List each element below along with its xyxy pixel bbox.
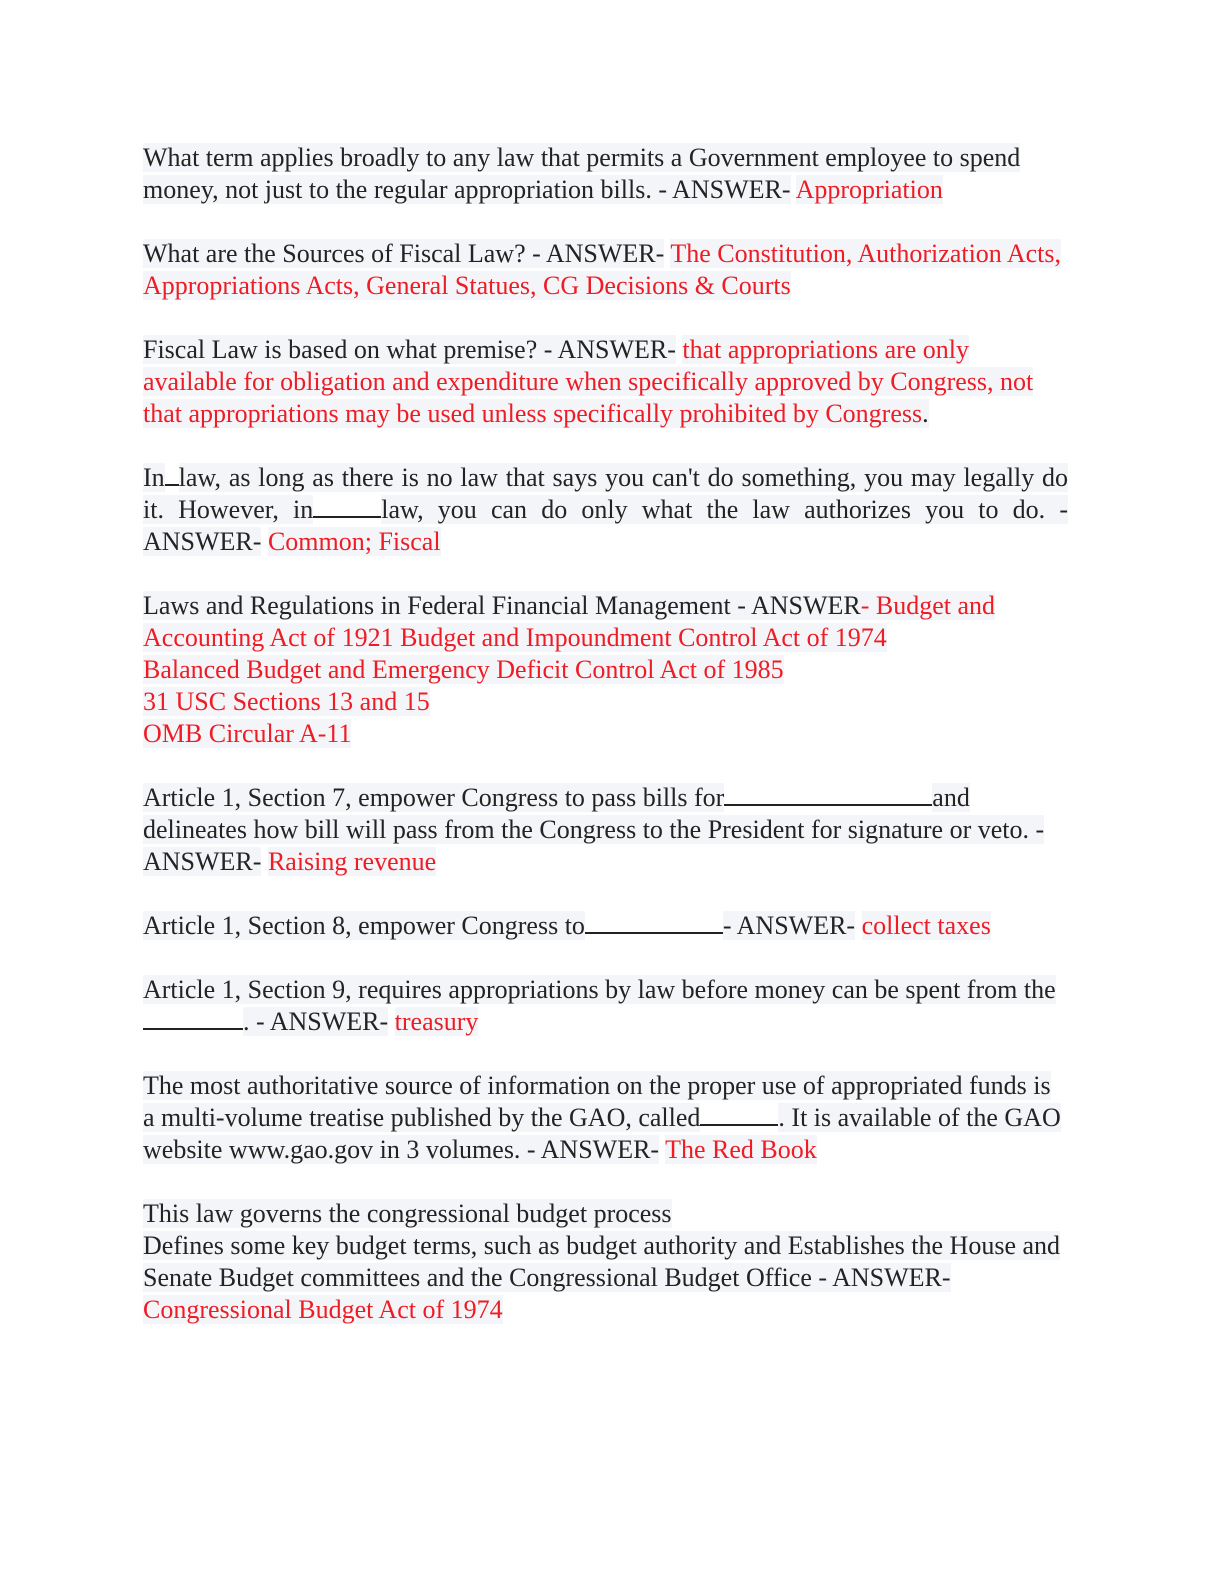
question-text-part3: law, you can do only what the law authorizes you to do. - ANSWER-: [143, 495, 1068, 556]
question-text: What term applies broadly to any law that permits a Government employee to spend money, not just to the regular appropriation bills. - ANSWER-: [143, 143, 1021, 204]
qa-item-8: [143, 974, 1068, 1038]
answer-text: The Red Book: [665, 1135, 817, 1164]
answer-text: Congressional Budget Act of 1974: [143, 1295, 503, 1324]
question-text-part1: Article 1, Section 8, empower Congress to: [143, 911, 585, 940]
question-text-part2: - ANSWER-: [722, 911, 856, 940]
answer-text: treasury: [394, 1007, 479, 1036]
question-text-part2: law, as long as there is no law that says you can't do something, you may legally do it. However, in: [143, 463, 1068, 524]
question-text: Laws and Regulations in Federal Financial Management - ANSWER: [143, 591, 861, 620]
question-text-part2: and delineates how bill will pass from the Congress to the President for signature or veto. - ANSWER-: [143, 783, 1045, 876]
question-text-line1: This law governs the congressional budget process: [143, 1199, 672, 1228]
question-text-part1: The most authoritative source of information on the proper use of appropriated funds is a multi-volume treatise published by the GAO, called: [143, 1071, 1051, 1132]
question-text-part1: Article 1, Section 9, requires appropriations by law before money can be spent from the: [143, 975, 1056, 1004]
answer-text: that appropriations are only available for obligation and expenditure when specifically approved by Congress, not that appropriations may be used unless specifically prohibited by Congress: [143, 335, 1034, 428]
answer-text: Appropriation: [795, 175, 943, 204]
answer-text: Raising revenue: [267, 847, 437, 876]
question-text: Fiscal Law is based on what premise? - ANSWER-: [143, 335, 676, 364]
question-text: What are the Sources of Fiscal Law? - ANSWER-: [143, 239, 665, 268]
answer-text: The Constitution, Authorization Acts, Appropriations Acts, General Statues, CG Decisions & Courts: [143, 239, 1062, 300]
answer-text: Common; Fiscal: [267, 527, 441, 556]
question-text-part1: In: [143, 463, 165, 492]
qa-item-10: [143, 1198, 1068, 1326]
qa-item-9: [143, 1070, 1068, 1166]
question-text-line2: Defines some key budget terms, such as budget authority and Establishes the House and Senate Budget committees and the Congressional Budget Office - ANSWER-: [143, 1231, 1061, 1292]
fill-in-blank: [165, 462, 179, 486]
fill-in-blank: [700, 1102, 778, 1126]
question-text-part2: . It is available of the GAO website www.gao.gov in 3 volumes. - ANSWER-: [143, 1103, 1061, 1164]
qa-item-5: [143, 590, 1068, 750]
qa-item-1: [143, 142, 1068, 206]
question-text-part1: Article 1, Section 7, empower Congress to pass bills for: [143, 783, 725, 812]
answer-line-1: - Budget and Accounting Act of 1921 Budget and Impoundment Control Act of 1974: [143, 591, 996, 652]
fill-in-blank: [724, 782, 932, 806]
qa-item-6: [143, 782, 1068, 878]
fill-in-blank: [585, 910, 723, 934]
fill-in-blank: [313, 494, 381, 518]
qa-list: [143, 142, 1068, 1358]
fill-in-blank: [143, 1006, 243, 1030]
qa-item-2: [143, 238, 1068, 302]
answer-text: collect taxes: [861, 911, 991, 940]
answer-line-3: 31 USC Sections 13 and 15: [143, 687, 430, 716]
qa-item-4: [143, 462, 1068, 558]
qa-item-3: [143, 334, 1068, 430]
answer-line-4: OMB Circular A-11: [143, 719, 352, 748]
qa-item-7: [143, 910, 1068, 942]
answer-trail: .: [922, 399, 929, 428]
question-text-part2: . - ANSWER-: [243, 1007, 389, 1036]
answer-line-2: Balanced Budget and Emergency Deficit Control Act of 1985: [143, 655, 784, 684]
